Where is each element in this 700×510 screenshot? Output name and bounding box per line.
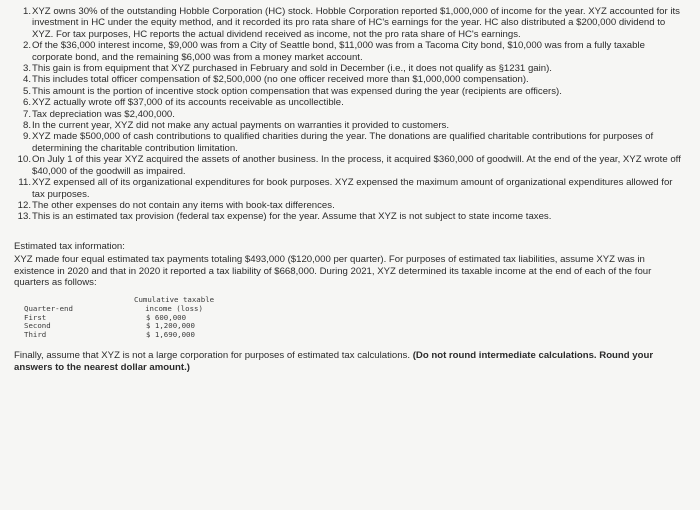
income-cell: $ 600,000 xyxy=(146,312,187,322)
note-number: 12. xyxy=(17,199,31,211)
note-number: 5. xyxy=(22,85,31,97)
note-item xyxy=(14,6,686,40)
note-text: XYZ made $500,000 of cash contributions to qualified charities during the year. The donations are qualified charitable contributions for purposes of determining the charitable contribution limitation. xyxy=(32,131,654,154)
note-text: In the current year, XYZ did not make any actual payments on warranties it provided to customers. xyxy=(32,120,449,132)
final-instructions-text xyxy=(14,350,686,373)
final-bold-text: (Do not round intermediate calculations. Round your answers to the nearest dollar amount.) xyxy=(14,350,654,373)
notes-list xyxy=(14,6,686,223)
note-text: This is an estimated tax provision (federal tax expense) for the year. Assume that XYZ is not subject to state income taxes. xyxy=(32,211,552,223)
note-text: This includes total officer compensation of $2,500,000 (no one officer received more than $1,000,000 compensation). xyxy=(32,74,529,86)
note-text: On July 1 of this year XYZ acquired the assets of another business. In the process, it acquired $360,000 of goodwill. At the end of the year, XYZ wrote off $40,000 of the goodwill as impaired. xyxy=(32,154,681,177)
note-text: Of the $36,000 interest income, $9,000 was from a City of Seattle bond, $11,000 was from a Tacoma City bond, $10,000 was from a fully taxable corporate bond, and the remaining $6,000 was from a money market account. xyxy=(32,40,645,63)
note-item xyxy=(14,109,686,120)
note-text: XYZ actually wrote off $37,000 of its accounts receivable as uncollectible. xyxy=(32,97,344,109)
note-number: 4. xyxy=(22,74,31,86)
note-number: 9. xyxy=(22,131,31,143)
note-item xyxy=(14,177,686,200)
note-item xyxy=(14,63,686,74)
note-item xyxy=(14,154,686,177)
note-text: XYZ expensed all of its organizational expenditures for book purposes. XYZ expensed the maximum amount of organizational expenditures allowed for tax purposes. xyxy=(32,177,673,200)
estimated-tax-body: XYZ made four equal estimated tax payments totaling $493,000 ($120,000 per quarter). For purposes of estimated tax liabilities, assume XYZ was in existence in 2020 and that in 2020 it reported a tax liability of $668,000. During 2021, XYZ determined its taxable income at the end of each of the four quarters as follows: xyxy=(14,254,652,288)
note-item xyxy=(14,97,686,108)
note-number: 11. xyxy=(18,177,31,189)
final-instructions xyxy=(14,350,686,373)
note-text: Tax depreciation was $2,400,000. xyxy=(32,108,175,120)
note-number: 3. xyxy=(22,63,31,75)
note-number: 2. xyxy=(22,40,31,52)
final-plain-text: Finally, assume that XYZ is not a large corporation for purposes of estimated tax calculations. xyxy=(14,350,411,362)
estimated-tax-title: Estimated tax information: xyxy=(14,240,125,252)
income-cell: $ 1,690,000 xyxy=(146,329,195,339)
column-header-quarter: Quarter-end xyxy=(24,303,73,313)
note-item xyxy=(14,131,686,154)
note-number: 7. xyxy=(22,108,31,120)
note-item xyxy=(14,86,686,97)
quarter-income-table xyxy=(24,296,214,339)
note-text: The other expenses do not contain any items with book-tax differences. xyxy=(32,199,335,211)
quarter-cell: First xyxy=(24,312,47,322)
column-header-income xyxy=(134,296,214,313)
note-item xyxy=(14,200,686,211)
income-cell: $ 1,200,000 xyxy=(146,321,195,331)
column-header-income-line2: income (loss) xyxy=(145,303,203,313)
quarter-cell: Second xyxy=(24,321,51,331)
note-text: This gain is from equipment that XYZ purchased in February and sold in December (i.e., it does not qualify as §1231 gain). xyxy=(32,63,552,75)
note-number: 1. xyxy=(22,6,31,17)
table-header-row xyxy=(24,296,214,313)
table-row xyxy=(24,331,214,340)
note-text: This amount is the portion of incentive stock option compensation that was expensed during the year (recipients are officers). xyxy=(32,85,562,97)
quarter-cell: Third xyxy=(24,329,47,339)
note-number: 13. xyxy=(17,211,31,223)
note-number: 6. xyxy=(22,97,31,109)
note-item xyxy=(14,74,686,85)
note-number: 8. xyxy=(22,120,31,132)
column-header-income-line1: Cumulative taxable xyxy=(134,295,215,305)
note-item xyxy=(14,120,686,131)
note-item xyxy=(14,211,686,222)
note-text: XYZ owns 30% of the outstanding Hobble Corporation (HC) stock. Hobble Corporation reported $1,000,000 of income for the year. XYZ accounted for its investment in HC under the equity method, and it recorded its pro rata share of HC's earnings for the year. HC also distributed a $200,000 dividend to XYZ. For tax purposes, HC reports the actual dividend received as income, not the pro rata share of HC's earnings. xyxy=(32,6,680,40)
note-number: 10. xyxy=(17,154,31,166)
note-item xyxy=(14,40,686,63)
estimated-tax-section xyxy=(14,241,686,289)
